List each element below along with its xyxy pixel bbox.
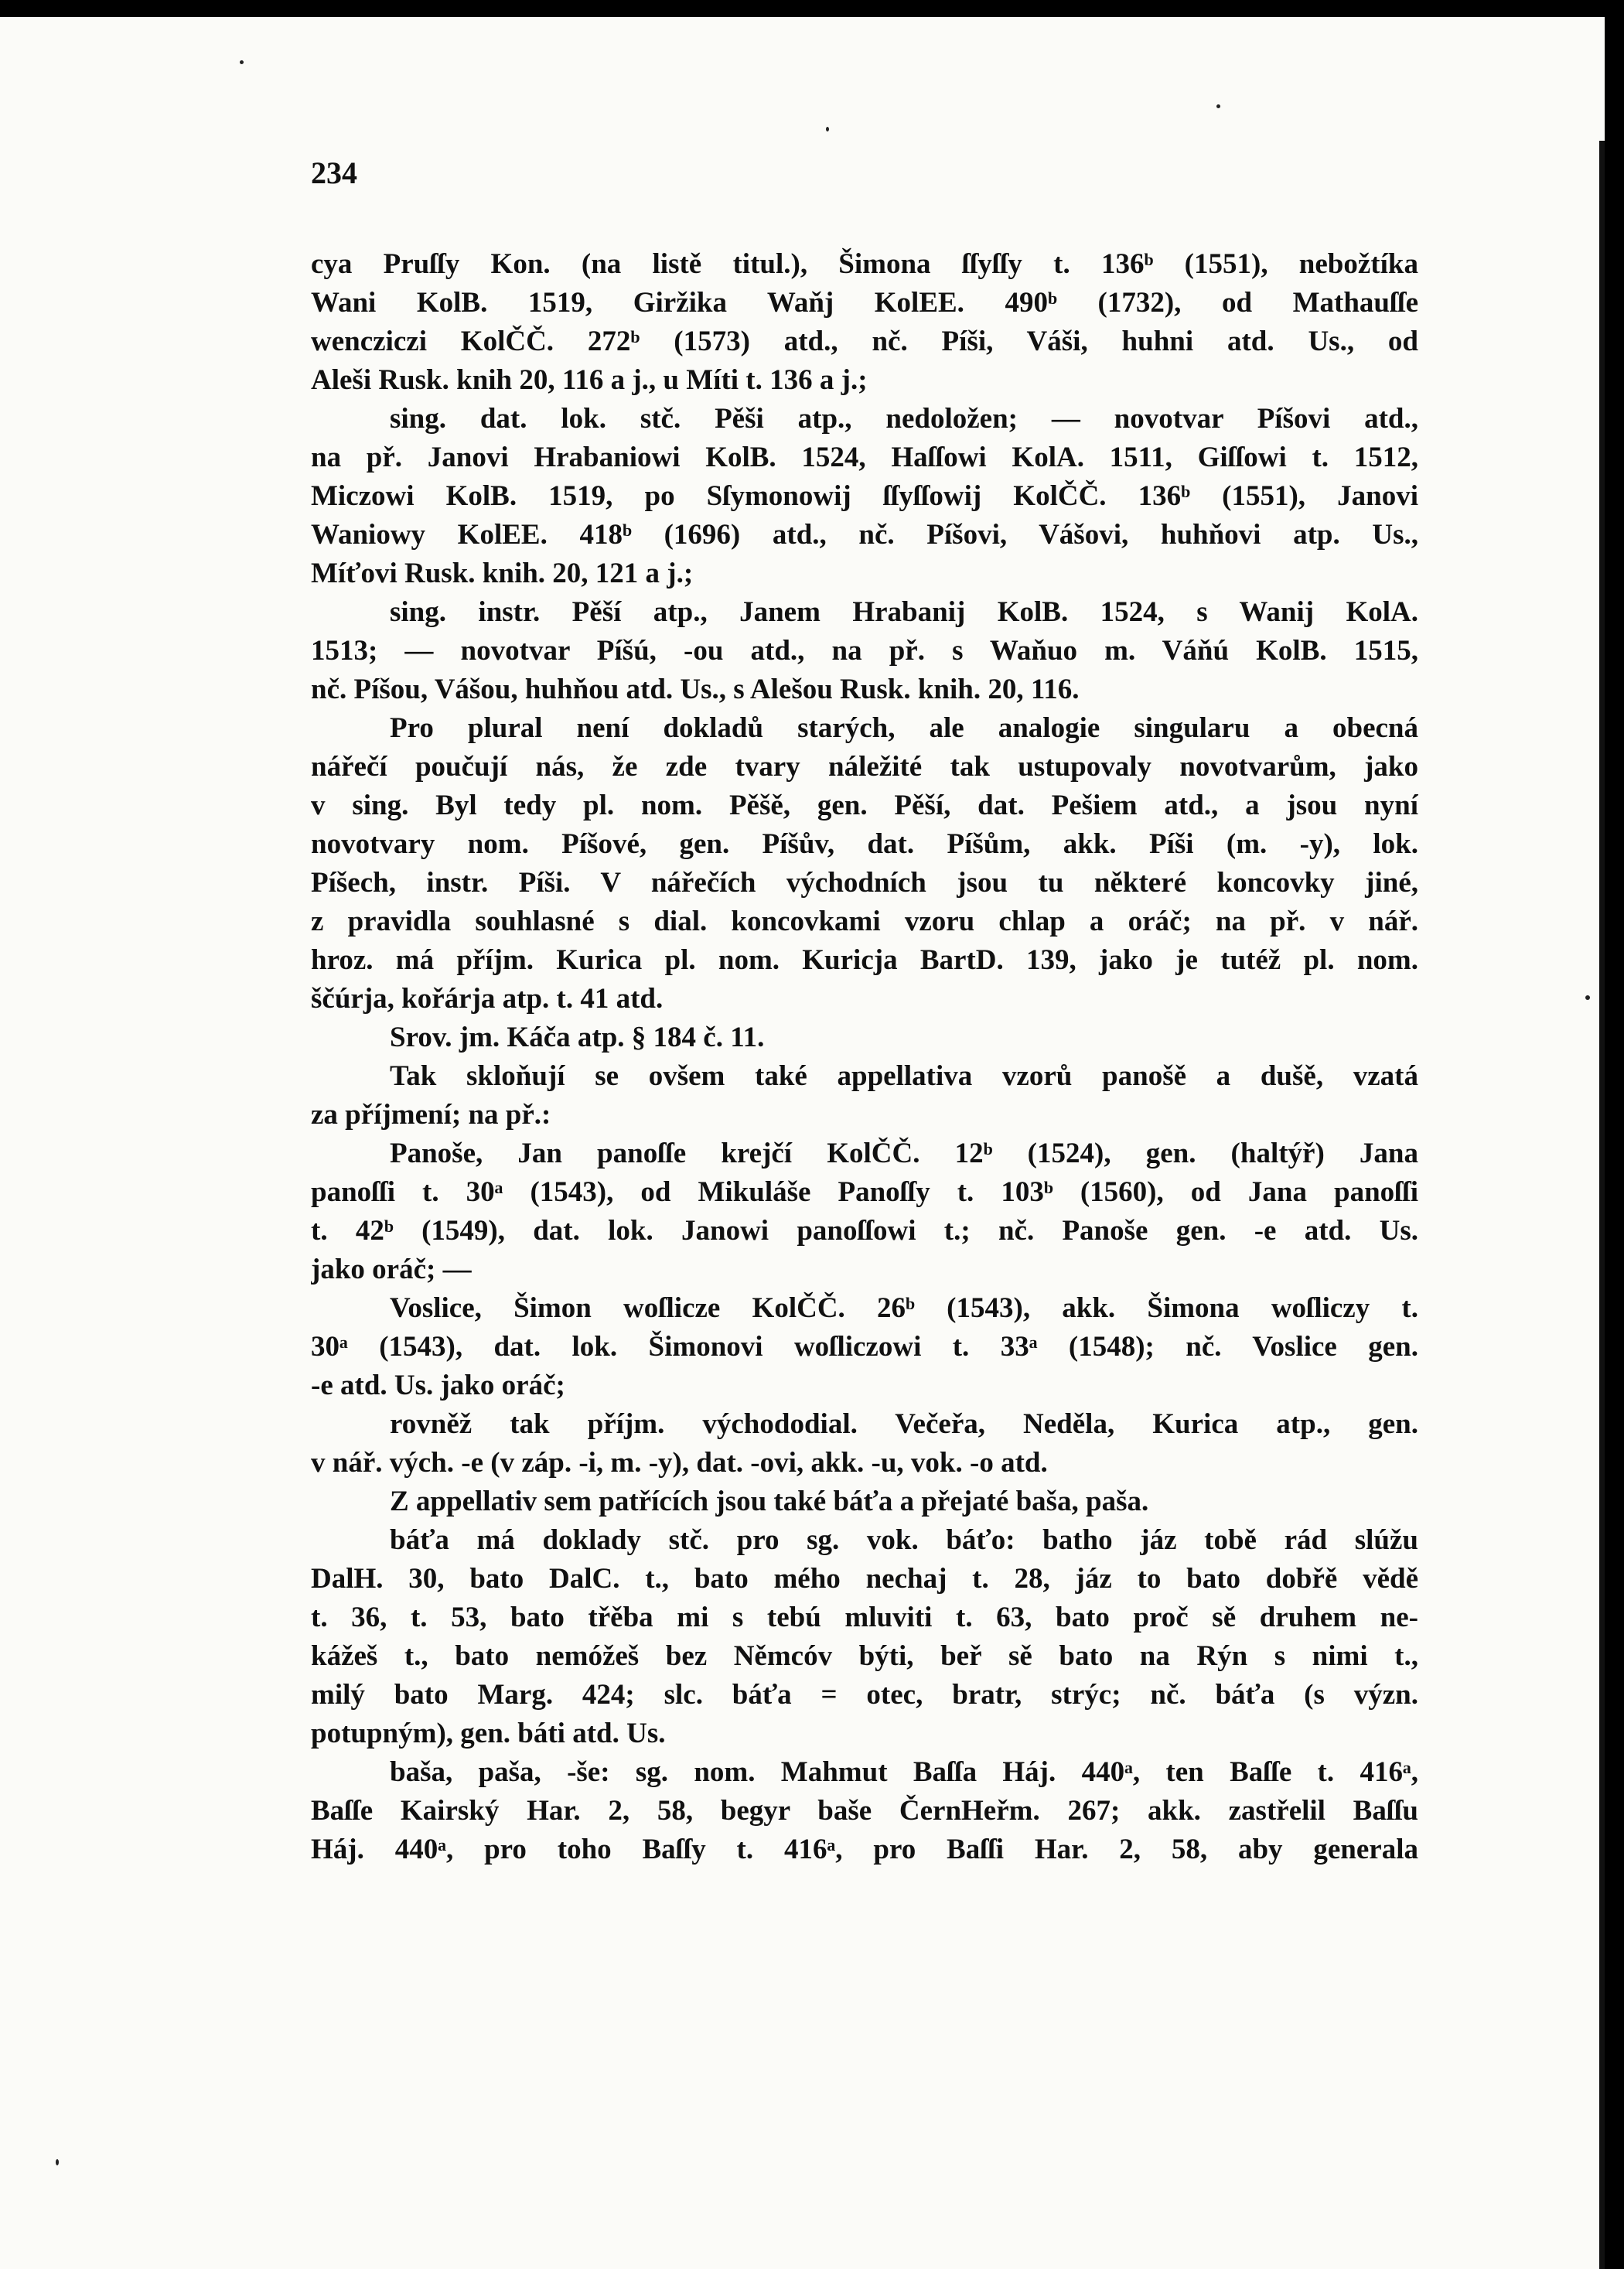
- text-line: milý bato Marg. 424; slc. báťa = otec, bratr, strýc; nč. báťa (s význ.: [311, 1679, 1418, 1711]
- text-line: ščúrja, kořárja atp. t. 41 atd.: [311, 983, 664, 1015]
- text-line: kážeš t., bato nemóžeš bez Němcóv býti, beř sě bato na Rýn s nimi t.,: [311, 1640, 1418, 1672]
- text-line: Panoše, Jan panoſſe krejčí KolČČ. 12ᵇ (1524), gen. (haltýř) Jana: [390, 1138, 1418, 1169]
- text-line: Aleši Rusk. knih 20, 116 a j., u Míti t. 136 a j.;: [311, 364, 868, 396]
- text-line: z pravidla souhlasné s dial. koncovkami vzoru chlap a oráč; na př. v nář.: [311, 906, 1418, 937]
- text-line: za příjmení; na př.:: [311, 1099, 551, 1131]
- text-line: novotvary nom. Píšové, gen. Píšův, dat. Píšům, akk. Píši (m. -y), lok.: [311, 828, 1418, 860]
- text-line: Baſſe Kairský Har. 2, 58, begyr baše ČernHeřm. 267; akk. zastřelil Baſſu: [311, 1795, 1418, 1827]
- text-line: nářečí poučují nás, že zde tvary náležité tak ustupovaly novotvarům, jako: [311, 751, 1418, 783]
- text-line: DalH. 30, bato DalC. t., bato mého nechaj t. 28, jáz to bato dobřě vědě: [311, 1563, 1418, 1595]
- text-line: 1513; — novotvar Píšú, -ou atd., na př. s Waňuo m. Váňú KolB. 1515,: [311, 635, 1418, 667]
- page-edge-shadow: [1599, 141, 1605, 2269]
- text-line: Tak skloňují se ovšem také appellativa vzorů panošě a dušě, vzatá: [390, 1060, 1418, 1092]
- text-line: Voslice, Šimon woſlicze KolČČ. 26ᵇ (1543), akk. Šimona woſliczy t.: [390, 1292, 1418, 1324]
- scan-speck: [56, 2159, 59, 2165]
- text-line: báťa má doklady stč. pro sg. vok. báťo: batho jáz tobě rád slúžu: [390, 1524, 1418, 1556]
- text-line: t. 42ᵇ (1549), dat. lok. Janowi panoſſowi t.; nč. Panoše gen. -e atd. Us.: [311, 1215, 1418, 1247]
- text-line: jako oráč; —: [311, 1254, 472, 1285]
- scan-speck: [826, 127, 829, 131]
- text-line: rovněž tak příjm. východodial. Večeřa, Neděla, Kurica atp., gen.: [390, 1408, 1418, 1440]
- text-line: t. 36, t. 53, bato třěba mi s tebú mluviti t. 63, bato proč sě druhem ne-: [311, 1602, 1418, 1633]
- text-line: baša, paša, -še: sg. nom. Mahmut Baſſa Háj. 440ᵃ, ten Baſſe t. 416ᵃ,: [390, 1756, 1418, 1788]
- text-line: Míťovi Rusk. knih. 20, 121 a j.;: [311, 558, 694, 589]
- scan-speck: [1216, 104, 1220, 108]
- text-line: Píšech, instr. Píši. V nářečích východních jsou tu některé koncovky jiné,: [311, 867, 1418, 899]
- text-line: sing. instr. Pěší atp., Janem Hrabanij KolB. 1524, s Wanij KolA.: [390, 596, 1418, 628]
- text-line: Srov. jm. Káča atp. § 184 č. 11.: [390, 1022, 765, 1053]
- text-line: panoſſi t. 30ᵃ (1543), od Mikuláše Panoſſy t. 103ᵇ (1560), od Jana panoſſi: [311, 1176, 1418, 1208]
- text-line: potupným), gen. báti atd. Us.: [311, 1718, 666, 1749]
- text-line: cya Pruſſy Kon. (na listě titul.), Šimona ſſyſſy t. 136ᵇ (1551), nebožtíka: [311, 248, 1418, 280]
- book-page: [0, 17, 1605, 2269]
- text-line: sing. dat. lok. stč. Pěši atp., nedoložen; — novotvar Píšovi atd.,: [390, 403, 1418, 435]
- text-line: Háj. 440ᵃ, pro toho Baſſy t. 416ᵃ, pro Baſſi Har. 2, 58, aby generala: [311, 1834, 1418, 1865]
- text-line: Wani KolB. 1519, Giržika Waňj KolEE. 490ᵇ (1732), od Mathauſſe: [311, 287, 1418, 319]
- page-number: 234: [311, 155, 357, 190]
- text-line: Pro plural není dokladů starých, ale analogie singularu a obecná: [390, 712, 1418, 744]
- text-line: nč. Píšou, Vášou, huhňou atd. Us., s Alešou Rusk. knih. 20, 116.: [311, 674, 1080, 705]
- text-line: Miczowi KolB. 1519, po Sſymonowij ſſyſſowij KolČČ. 136ᵇ (1551), Janovi: [311, 480, 1418, 512]
- text-line: wencziczi KolČČ. 272ᵇ (1573) atd., nč. Píši, Váši, huhni atd. Us., od: [311, 326, 1418, 357]
- scan-speck: [240, 60, 244, 64]
- text-line: 30ᵃ (1543), dat. lok. Šimonovi woſliczowi t. 33ᵃ (1548); nč. Voslice gen.: [311, 1331, 1418, 1363]
- text-line: na př. Janovi Hrabaniowi KolB. 1524, Haſſowi KolA. 1511, Giſſowi t. 1512,: [311, 442, 1418, 473]
- scan-speck: [1585, 995, 1590, 1000]
- body-text: [311, 245, 1418, 1869]
- text-line: hroz. má příjm. Kurica pl. nom. Kuricja BartD. 139, jako je tutéž pl. nom.: [311, 944, 1418, 976]
- text-line: v nář. vých. -e (v záp. -i, m. -y), dat. -ovi, akk. -u, vok. -o atd.: [311, 1447, 1048, 1479]
- text-line: v sing. Byl tedy pl. nom. Pěšě, gen. Pěší, dat. Pešiem atd., a jsou nyní: [311, 790, 1418, 821]
- text-line: -e atd. Us. jako oráč;: [311, 1370, 565, 1401]
- text-line: Z appellativ sem patřících jsou také báťa a přejaté baša, paša.: [390, 1486, 1149, 1517]
- text-line: Waniowy KolEE. 418ᵇ (1696) atd., nč. Píšovi, Vášovi, huhňovi atp. Us.,: [311, 519, 1418, 551]
